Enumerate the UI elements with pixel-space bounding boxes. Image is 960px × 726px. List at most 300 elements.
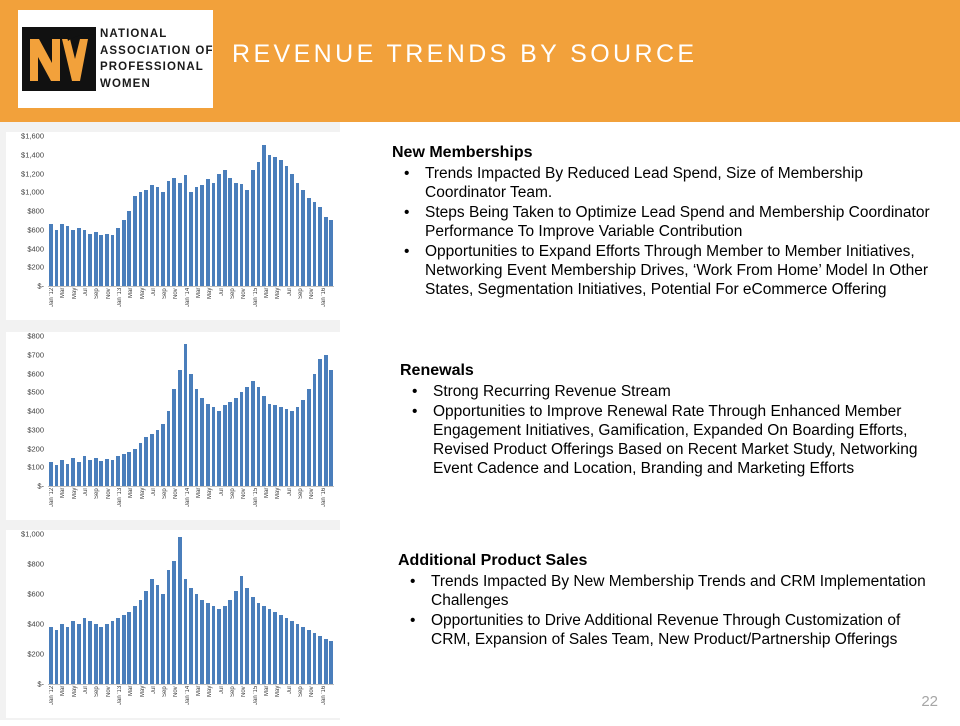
bar [184, 175, 188, 286]
bar [71, 230, 75, 286]
x-axis-tick: Jan '15 [252, 686, 259, 706]
x-axis-tick: May [275, 488, 282, 500]
bar [228, 600, 232, 684]
list-item [398, 572, 944, 610]
y-axis-tick: $800 [27, 559, 44, 569]
bar [273, 157, 277, 286]
bar [184, 344, 188, 487]
section-additional-product-sales [398, 552, 944, 649]
bar [127, 211, 131, 286]
x-axis-tick: Jan '16 [320, 686, 327, 706]
bar [223, 606, 227, 684]
x-axis-tick: Jul [218, 686, 225, 694]
bar-slot [328, 136, 334, 286]
bar [285, 618, 289, 684]
x-axis-tick: Sep [230, 686, 236, 697]
bar [122, 615, 126, 684]
x-axis-tick: Jul [150, 288, 157, 296]
bar [94, 458, 98, 486]
bar [234, 183, 238, 286]
bar [279, 407, 283, 486]
chart-renewals [6, 332, 340, 520]
y-axis-tick: $600 [27, 369, 44, 378]
bar [268, 609, 272, 684]
page-number: 22 [921, 693, 938, 710]
bar [324, 639, 328, 684]
chart-new-memberships [6, 132, 340, 320]
bar [307, 198, 311, 286]
y-axis-tick: $1,400 [21, 150, 44, 160]
x-axis-tick: Nov [105, 488, 112, 499]
bar [71, 458, 75, 486]
x-axis-tick [331, 288, 334, 328]
x-axis-tick [331, 686, 334, 726]
bar [71, 621, 75, 684]
bar [251, 381, 255, 486]
y-axis-tick: $1,600 [21, 131, 44, 141]
x-axis-tick: Jan '13 [116, 488, 123, 508]
bar [268, 155, 272, 286]
x-axis-tick: Jul [218, 288, 225, 296]
list-item [392, 242, 944, 299]
bar [99, 235, 103, 286]
x-axis-tick: May [139, 686, 146, 698]
x-axis-tick: May [71, 488, 78, 500]
bar [144, 437, 148, 486]
x-axis-tick: Nov [241, 488, 248, 499]
bar [133, 606, 137, 684]
bar [55, 465, 59, 486]
bar [178, 183, 182, 286]
x-axis-tick: Nov [309, 488, 316, 499]
bar [262, 606, 266, 684]
bar [49, 224, 53, 286]
bar [217, 609, 221, 684]
y-axis-tick: $- [37, 481, 44, 491]
bar [83, 618, 87, 684]
x-axis-tick: Jul [218, 488, 225, 496]
x-axis-tick [331, 488, 334, 528]
bar [212, 407, 216, 486]
bar [228, 402, 232, 486]
bar [296, 624, 300, 684]
x-axis-tick: Jan '15 [252, 288, 259, 308]
bar [150, 434, 154, 487]
bar [290, 411, 294, 486]
bar [77, 624, 81, 684]
bar [60, 624, 64, 684]
bar [111, 460, 115, 486]
bar [83, 230, 87, 286]
bar [301, 190, 305, 286]
bar [167, 570, 171, 684]
bar [273, 405, 277, 486]
logo-text [100, 26, 214, 92]
y-axis-tick: $800 [27, 206, 44, 216]
x-axis-tick: Sep [162, 686, 169, 697]
bar [77, 228, 81, 286]
x-axis-tick: Mar [60, 288, 67, 299]
x-axis-tick: Jul [150, 488, 157, 496]
x-axis-tick: May [207, 686, 214, 698]
bar [296, 407, 300, 486]
x-axis-tick: May [275, 686, 282, 698]
bar [144, 591, 148, 684]
bar [279, 160, 283, 286]
list-item [392, 164, 944, 202]
bar [240, 184, 244, 286]
bar [245, 387, 249, 486]
x-axis-labels [48, 488, 334, 528]
x-axis-tick: Mar [196, 488, 203, 499]
x-axis-tick: Sep [94, 288, 101, 299]
x-axis-tick: Jan '14 [184, 288, 191, 308]
bar [296, 183, 300, 286]
y-axis-labels [6, 331, 46, 491]
x-axis-tick: Jul [82, 288, 89, 296]
bar [301, 400, 305, 486]
x-axis-tick: May [71, 288, 78, 300]
y-axis-tick: $1,000 [21, 187, 44, 197]
bar [318, 207, 322, 286]
x-axis-tick: Nov [241, 288, 248, 299]
bar [144, 190, 148, 286]
bullet-text: Steps Being Taken to Optimize Lead Spend and Membership Coordinator Performance To Improve Variable Contribution [425, 204, 930, 240]
x-axis-tick: Mar [263, 686, 270, 697]
bar [234, 591, 238, 684]
bar [167, 181, 171, 286]
bar [66, 464, 70, 487]
x-axis-tick: Sep [94, 686, 101, 697]
bar [156, 187, 160, 286]
bar [139, 443, 143, 486]
bar [257, 387, 261, 486]
bar [329, 370, 333, 486]
bar [99, 461, 103, 486]
bar [318, 636, 322, 684]
bar [285, 409, 289, 486]
bar [200, 398, 204, 486]
bar [55, 230, 59, 286]
bar [66, 226, 70, 286]
bar [127, 612, 131, 684]
bar [324, 217, 328, 286]
bar [212, 606, 216, 684]
bar [245, 588, 249, 684]
bar [150, 185, 154, 286]
bar [83, 456, 87, 486]
x-axis-tick: Jul [82, 686, 89, 694]
bar [329, 220, 333, 286]
bar [257, 162, 261, 286]
bullet-marker: • [404, 204, 410, 221]
x-axis-tick: May [139, 488, 146, 500]
bar [116, 456, 120, 486]
y-axis-tick: $1,200 [21, 169, 44, 178]
section-title: Additional Product Sales [398, 552, 588, 569]
bullet-marker: • [410, 573, 416, 590]
x-axis-tick: Sep [297, 488, 304, 499]
x-axis-tick [316, 288, 319, 328]
bar [88, 234, 92, 287]
bar [88, 460, 92, 486]
x-axis-labels [48, 288, 334, 328]
x-axis-tick [316, 686, 319, 726]
bar [251, 170, 255, 286]
x-axis-tick: Nov [173, 288, 180, 299]
chart-additional-product-sales [6, 530, 340, 718]
y-axis-tick: $200 [27, 649, 44, 659]
x-axis-tick [135, 488, 138, 528]
y-axis-tick: $100 [27, 462, 44, 472]
y-axis-tick: $- [37, 679, 44, 689]
bar [116, 618, 120, 684]
bar [189, 192, 193, 286]
bar [240, 392, 244, 486]
section-new-memberships [392, 144, 944, 299]
bar [324, 355, 328, 486]
x-axis-tick: May [275, 288, 282, 300]
x-axis-tick: Nov [309, 686, 316, 697]
bar [268, 404, 272, 487]
bar [262, 396, 266, 486]
bar [206, 179, 210, 286]
bar [228, 178, 232, 286]
bar [55, 630, 59, 684]
y-axis-tick: $400 [27, 619, 44, 629]
bar [206, 404, 210, 487]
x-axis-tick: Jan '13 [116, 686, 123, 706]
bar-slot [328, 336, 334, 486]
bullet-marker: • [410, 612, 416, 629]
y-axis-tick: $400 [27, 244, 44, 253]
y-axis-tick: $200 [27, 262, 44, 272]
bar [172, 389, 176, 487]
bar [223, 405, 227, 486]
bar [195, 187, 199, 286]
logo-line-2: ASSOCIATION OF [100, 44, 214, 57]
x-axis-tick: Mar [128, 686, 135, 697]
bar [167, 411, 171, 486]
bar [88, 621, 92, 684]
bar [60, 224, 64, 286]
x-axis-tick: May [207, 288, 214, 300]
bar [139, 192, 143, 286]
bar [122, 220, 126, 286]
bar [234, 398, 238, 486]
bullet-text: Trends Impacted By Reduced Lead Spend, Size of Membership Coordinator Team. [425, 165, 863, 201]
x-axis-tick: Sep [230, 488, 236, 499]
bullet-text: Trends Impacted By New Membership Trends and CRM Implementation Challenges [431, 573, 926, 609]
x-axis-tick: May [71, 686, 78, 698]
x-axis-tick: Sep [162, 488, 169, 499]
y-axis-tick: $1,000 [21, 529, 44, 539]
x-axis-tick: Sep [297, 288, 304, 299]
bar [189, 588, 193, 684]
bullet-text: Strong Recurring Revenue Stream [433, 383, 671, 400]
x-axis-tick: Jan '12 [49, 288, 55, 308]
x-axis-tick: Sep [94, 488, 101, 499]
bullet-marker: • [404, 165, 410, 182]
list-item [400, 402, 944, 478]
bar [313, 374, 317, 487]
bar [49, 627, 53, 684]
x-axis-tick: Jul [286, 288, 293, 296]
x-axis-tick: Nov [105, 686, 112, 697]
bar [111, 621, 115, 684]
bar [195, 594, 199, 684]
x-axis-tick: Sep [297, 686, 304, 697]
bullet-text: Opportunities to Improve Renewal Rate Through Enhanced Member Engagement Initiatives, Gamification, Expanded On Boarding Efforts, Revised Product Offerings Based on Recent Market Study, Networking Event Cadence and Location, Branding and Marketing Efforts [433, 403, 918, 477]
bar [178, 370, 182, 486]
y-axis-tick: $300 [27, 425, 44, 435]
bar [94, 624, 98, 684]
bullet-marker: • [412, 403, 418, 420]
x-axis-tick: Nov [105, 288, 112, 299]
x-axis-tick: Nov [309, 288, 316, 299]
x-axis-tick: Jul [286, 488, 293, 496]
bullet-marker: • [404, 243, 410, 260]
bar [105, 459, 109, 486]
logo [18, 10, 213, 108]
bar [94, 232, 98, 286]
bar [133, 449, 137, 487]
section-renewals [400, 362, 944, 478]
page-title: REVENUE TRENDS BY SOURCE [232, 40, 698, 68]
x-axis-tick: Jul [150, 686, 157, 694]
bar [116, 228, 120, 286]
y-axis-tick: $400 [27, 406, 44, 416]
bar [307, 389, 311, 487]
bar [133, 196, 137, 286]
list-item [400, 382, 944, 401]
x-axis-tick: Mar [196, 686, 203, 697]
bar [329, 641, 333, 685]
bar [290, 174, 294, 287]
bar [290, 621, 294, 684]
bar [200, 185, 204, 286]
x-axis-tick: Jan '16 [320, 488, 327, 508]
x-axis-tick: Mar [263, 288, 270, 299]
bar [223, 170, 227, 286]
bar [178, 537, 182, 684]
bar [195, 389, 199, 487]
x-axis-tick: Mar [60, 488, 67, 499]
x-axis-tick: Mar [128, 488, 135, 499]
x-axis-tick: Mar [196, 288, 203, 299]
y-axis-tick: $700 [27, 350, 44, 360]
list-item [398, 611, 944, 649]
x-axis-tick: Jan '14 [184, 686, 191, 706]
bar [77, 462, 81, 486]
x-axis-tick [135, 288, 138, 328]
y-axis-tick: $- [37, 281, 44, 291]
bar [273, 612, 277, 684]
x-axis-tick: Jan '15 [252, 488, 259, 508]
bullet-text: Opportunities to Drive Additional Revenue Through Customization of CRM, Expansion of Sales Team, New Product/Partnership Offerings [431, 612, 901, 648]
bar [150, 579, 154, 684]
bar-slot [328, 534, 334, 684]
y-axis-tick: $500 [27, 387, 44, 397]
x-axis-tick: Nov [173, 686, 180, 697]
napw-logo-icon [22, 23, 96, 95]
x-axis-tick: Mar [128, 288, 135, 299]
y-axis-labels [6, 529, 46, 689]
bar [156, 430, 160, 486]
bar [313, 633, 317, 684]
x-axis-tick: Jan '12 [49, 686, 55, 706]
y-axis-labels [6, 131, 46, 291]
bar [127, 452, 131, 486]
x-axis-tick: Sep [162, 288, 169, 299]
bar [212, 183, 216, 286]
bar [262, 145, 266, 286]
bullet-marker: • [412, 383, 418, 400]
list-item [392, 203, 944, 241]
x-axis-tick: Jan '14 [184, 488, 191, 508]
bar [313, 202, 317, 286]
x-axis-tick: Mar [263, 488, 270, 499]
x-axis-tick: Sep [230, 288, 236, 299]
section-title: New Memberships [392, 144, 533, 161]
x-axis-tick: Jan '13 [116, 288, 123, 308]
bar [49, 462, 53, 486]
x-axis-labels [48, 686, 334, 726]
plot-area [48, 336, 334, 487]
bar [318, 359, 322, 487]
bar [240, 576, 244, 684]
logo-line-4: WOMEN [100, 77, 151, 90]
bar [122, 454, 126, 486]
x-axis-tick [135, 686, 138, 726]
bar [285, 166, 289, 286]
x-axis-tick [316, 488, 319, 528]
y-axis-tick: $600 [27, 225, 44, 235]
bar [156, 585, 160, 684]
bullet-text: Opportunities to Expand Efforts Through Member to Member Initiatives, Networking Event Membership Drives, ‘Work From Home’ Model In Other States, Segmentation Initiatives, Potential For eCommerce Offering [425, 243, 929, 298]
bar [279, 615, 283, 684]
bar [184, 579, 188, 684]
bar [251, 597, 255, 684]
bar [189, 374, 193, 487]
x-axis-tick: May [139, 288, 146, 300]
bar [161, 594, 165, 684]
x-axis-tick: Jan '16 [320, 288, 327, 308]
plot-area [48, 136, 334, 287]
bar [161, 424, 165, 486]
bar [60, 460, 64, 486]
bar [99, 627, 103, 684]
bar [245, 190, 249, 286]
x-axis-tick: Jan '12 [49, 488, 55, 508]
bar [301, 627, 305, 684]
x-axis-tick: Mar [60, 686, 67, 697]
bar [200, 600, 204, 684]
bar [217, 411, 221, 486]
bar [105, 234, 109, 287]
plot-area [48, 534, 334, 685]
y-axis-tick: $600 [27, 589, 44, 599]
y-axis-tick: $800 [27, 331, 44, 341]
section-title: Renewals [400, 362, 474, 379]
bar [172, 561, 176, 684]
bar [139, 600, 143, 684]
x-axis-tick: Jul [82, 488, 89, 496]
bar [206, 603, 210, 684]
bar [307, 630, 311, 684]
y-axis-tick: $200 [27, 444, 44, 453]
x-axis-tick: Nov [241, 686, 248, 697]
